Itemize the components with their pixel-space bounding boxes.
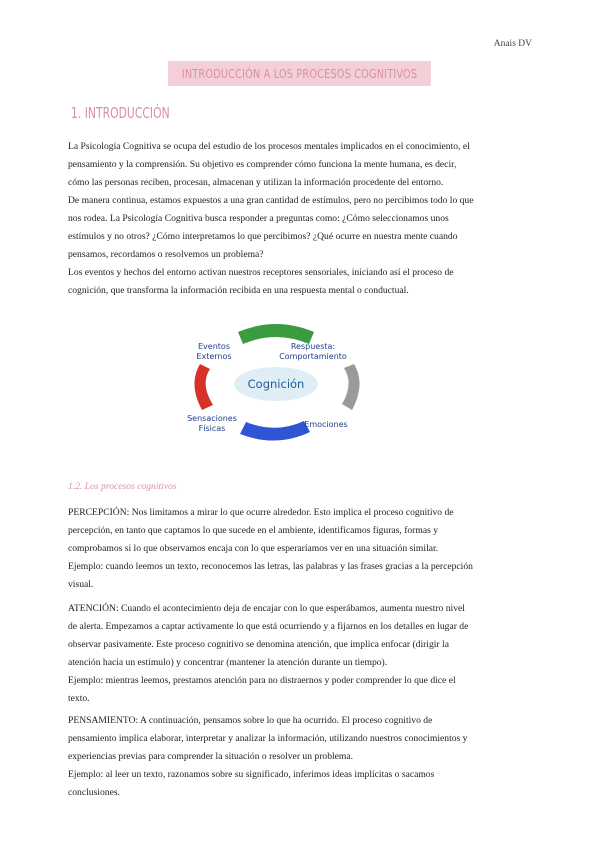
text-line: ATENCIÓN: Cuando el acontecimiento deja de encajar con lo que esperábamos, aumenta nuestro nivel [68, 603, 465, 614]
text-line: De manera continua, estamos expuestos a una gran cantidad de estímulos, pero no percibimos todo lo que [68, 195, 474, 206]
text-line: comprobamos si lo que observamos encaja con lo que esperaríamos ver en una situación similar. [68, 543, 439, 554]
text-line: Los eventos y hechos del entorno activan nuestros receptores sensoriales, iniciando así el proceso de [68, 267, 454, 278]
attention-paragraph [68, 600, 538, 708]
text-line: estímulos y no otros? ¿Cómo interpretamos lo que percibimos? ¿Qué ocurre en nuestra mente cuando [68, 231, 458, 242]
cognition-label: Cognición [247, 377, 305, 391]
sensations-label-1: Sensaciones [187, 414, 237, 423]
cognition-cycle-diagram [176, 318, 376, 453]
text-line: La Psicología Cognitiva se ocupa del estudio de los procesos mentales implicados en el conocimiento, el [68, 141, 470, 152]
emotions-label: Emociones [304, 420, 348, 429]
text-line: cognición, que transforma la información recibida en una respuesta mental o conductual. [68, 285, 409, 296]
text-line: PERCEPCIÓN: Nos limitamos a mirar lo que ocurre alrededor. Esto implica el proceso cognitivo de [68, 507, 454, 518]
text-line: cómo las personas reciben, procesan, almacenan y utilizan la información procedente del entorno. [68, 177, 444, 188]
title-banner: INTRODUCCIÓN A LOS PROCESOS COGNITIVOS [168, 61, 431, 86]
text-line: percepción, en tanto que captamos lo que sucede en el ambiente, identificamos figuras, formas y [68, 525, 439, 536]
response-label-1: Respuesta: [290, 342, 336, 351]
text-line: Ejemplo: al leer un texto, razonamos sobre su significado, inferimos ideas implícitas o sacamos [68, 769, 435, 780]
text-line: PENSAMIENTO: A continuación, pensamos sobre lo que ha ocurrido. El proceso cognitivo de [68, 715, 433, 726]
text-line: pensamos, recordamos o resolvemos un problema? [68, 249, 264, 260]
text-line: texto. [68, 693, 90, 704]
text-line: observar pasivamente. Este proceso cognitivo se denomina atención, que implica enfocar (dirigir la [68, 639, 449, 650]
events-label-1: Eventos [198, 342, 230, 351]
sensations-label-2: Físicas [198, 424, 226, 433]
blue-arc [240, 421, 310, 441]
red-arc [194, 364, 213, 410]
text-line: de alerta. Empezamos a captar activamente lo que está ocurriendo y a fijarnos en los detalles en lugar de [68, 621, 469, 632]
intro-paragraph [68, 138, 538, 300]
text-line: Ejemplo: mientras leemos, prestamos atención para no distraernos y poder comprender lo que dice el [68, 675, 456, 686]
text-line: nos rodea. La Psicología Cognitiva busca responder a preguntas como: ¿Cómo seleccionamos unos [68, 213, 449, 224]
response-label-2: Comportamiento [279, 352, 347, 361]
thinking-paragraph [68, 712, 538, 802]
perception-paragraph [68, 504, 538, 594]
text-line: conclusiones. [68, 787, 120, 798]
text-line: Ejemplo: cuando leemos un texto, reconocemos las letras, las palabras y las frases gracias a la percepción [68, 561, 473, 572]
text-line: pensamiento y la comprensión. Su objetivo es comprender cómo funciona la mente humana, es decir, [68, 159, 457, 170]
author-name: Anais DV [493, 39, 532, 49]
green-arc [238, 324, 314, 344]
events-label-2: Externos [196, 352, 232, 361]
text-line: atención hacia un estímulo) y concentrar (mantener la atención durante un tiempo). [68, 657, 388, 668]
text-line: visual. [68, 579, 94, 590]
section-heading: 1. INTRODUCCIÓN [71, 104, 170, 122]
text-line: experiencias previas para comprender la situación o resolver un problema. [68, 751, 354, 762]
subsection-heading: 1.2. Los procesos cognitivos [68, 481, 177, 492]
text-line: pensamiento implica elaborar, interpretar y analizar la información, utilizando nuestros conocimientos y [68, 733, 468, 744]
gray-arc [342, 364, 360, 410]
